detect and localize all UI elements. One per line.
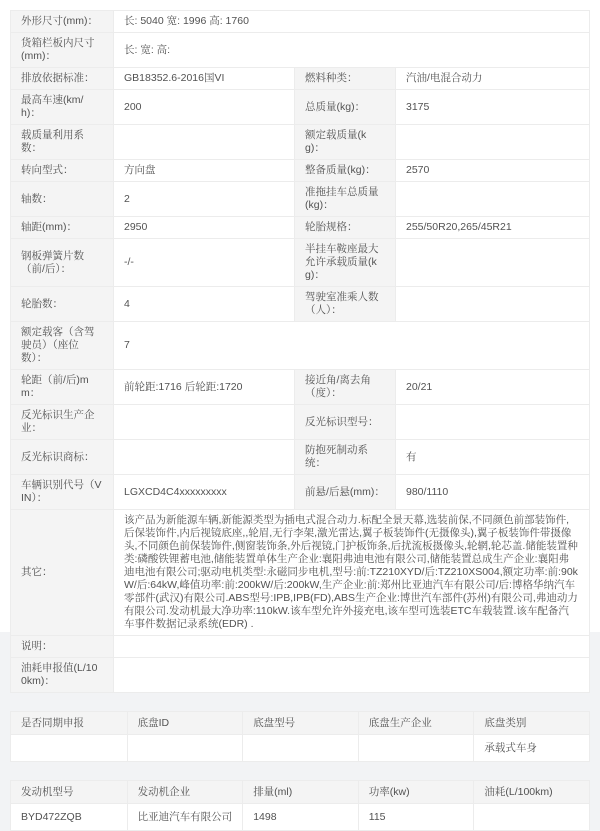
- spec-row: [11, 369, 589, 404]
- chassis-table: [10, 711, 590, 762]
- spec-value: 汽油/电混合动力: [395, 68, 589, 89]
- spec-label: 货箱栏板内尺寸(mm)：: [11, 33, 113, 67]
- table-cell: [242, 735, 358, 761]
- spec-row: [11, 657, 589, 692]
- spec-label: 驾驶室准乘人数（人）：: [294, 287, 395, 321]
- spec-row: [11, 635, 589, 657]
- spec-label: 燃料种类：: [294, 68, 395, 89]
- spec-label: 半挂车鞍座最大允许承载质量(kg)：: [294, 239, 395, 286]
- column-header: 发动机企业: [127, 781, 243, 803]
- column-header: 是否同期申报: [11, 712, 127, 734]
- spec-value: [395, 287, 589, 321]
- spec-row: [11, 32, 589, 67]
- spec-label: 轴距(mm)：: [11, 217, 113, 238]
- engine-table: [10, 780, 590, 831]
- spec-row: [11, 216, 589, 238]
- column-header: 发动机型号: [11, 781, 127, 803]
- spec-row: [11, 181, 589, 216]
- spec-label: 轮胎规格：: [294, 217, 395, 238]
- column-header: 底盘生产企业: [358, 712, 474, 734]
- spec-value: -/-: [113, 239, 294, 286]
- spec-label: 载质量利用系数：: [11, 125, 113, 159]
- spec-value: 200: [113, 90, 294, 124]
- spec-row: [11, 159, 589, 181]
- spec-label: 额定载质量(kg)：: [294, 125, 395, 159]
- table-cell: 承载式车身: [473, 735, 589, 761]
- vehicle-spec-table: [10, 10, 590, 693]
- spec-value: 长: 5040 宽: 1996 高: 1760: [113, 11, 589, 32]
- spec-label: 转向型式：: [11, 160, 113, 181]
- spec-value: 有: [395, 440, 589, 474]
- column-header: 功率(kw): [358, 781, 474, 803]
- spec-value: 4: [113, 287, 294, 321]
- table-cell: [473, 804, 589, 830]
- spec-label: 其它：: [11, 510, 113, 635]
- spec-label: 总质量(kg)：: [294, 90, 395, 124]
- spec-row: [11, 124, 589, 159]
- spec-label: 轮胎数：: [11, 287, 113, 321]
- spec-value: 前轮距:1716 后轮距:1720: [113, 370, 294, 404]
- spec-label: 钢板弹簧片数（前/后）：: [11, 239, 113, 286]
- table-cell: [11, 735, 127, 761]
- column-header: 底盘ID: [127, 712, 243, 734]
- spec-value: [113, 125, 294, 159]
- table-row: [11, 734, 589, 761]
- spec-label: 准拖挂车总质量(kg)：: [294, 182, 395, 216]
- spec-row: [11, 404, 589, 439]
- spec-label: 排放依据标准：: [11, 68, 113, 89]
- spec-label: 反光标识型号：: [294, 405, 395, 439]
- spec-label: 整备质量(kg)：: [294, 160, 395, 181]
- engine-table-header-row: [11, 781, 589, 803]
- column-header: 排量(ml): [242, 781, 358, 803]
- spec-value: 980/1110: [395, 475, 589, 509]
- table-cell: [127, 735, 243, 761]
- table-cell: 1498: [242, 804, 358, 830]
- spec-value: 3175: [395, 90, 589, 124]
- spec-label: 轮距（前/后)mm：: [11, 370, 113, 404]
- spec-row: [11, 286, 589, 321]
- spec-value: [113, 440, 294, 474]
- spec-value: 255/50R20,265/45R21: [395, 217, 589, 238]
- spec-value: [395, 182, 589, 216]
- spec-label: 车辆识别代号（VIN）：: [11, 475, 113, 509]
- spec-row: [11, 89, 589, 124]
- spec-value: [113, 658, 589, 692]
- spec-label: 说明：: [11, 636, 113, 657]
- spec-value: [395, 405, 589, 439]
- spec-value: 长: 宽: 高:: [113, 33, 589, 67]
- table-cell: 比亚迪汽车有限公司: [127, 804, 243, 830]
- spec-label: 反光标识生产企业：: [11, 405, 113, 439]
- spec-value: [113, 636, 589, 657]
- spec-row: [11, 509, 589, 635]
- spec-value: 2: [113, 182, 294, 216]
- spec-label: 油耗申报值(L/100km)：: [11, 658, 113, 692]
- chassis-table-header-row: [11, 712, 589, 734]
- spec-label: 前悬/后悬(mm)：: [294, 475, 395, 509]
- spec-value: [113, 405, 294, 439]
- spec-label: 最高车速(km/h)：: [11, 90, 113, 124]
- spec-row: [11, 474, 589, 509]
- spec-value: LGXCD4C4xxxxxxxxx: [113, 475, 294, 509]
- spec-value: [395, 125, 589, 159]
- spec-row: [11, 238, 589, 286]
- spec-value: 2570: [395, 160, 589, 181]
- spec-value: [395, 239, 589, 286]
- spec-value: 20/21: [395, 370, 589, 404]
- spec-row: [11, 321, 589, 369]
- table-cell: BYD472ZQB: [21, 810, 82, 823]
- table-row: [11, 803, 589, 830]
- spec-label: 接近角/离去角（度）：: [294, 370, 395, 404]
- column-header: 底盘型号: [242, 712, 358, 734]
- table-cell: [358, 735, 474, 761]
- spec-value: 该产品为新能源车辆,新能源类型为插电式混合动力.标配全景天幕,选装前保,不同颜色前部装饰件,后保装饰件,内后视镜底座,,轮眉,无行李架,激光雷达,翼子板装饰件(无摄像头),翼子板装饰件带摄像头,不同颜色前保装饰件,侧窗装饰条,外后视镜,门护板饰条,后扰流板摄像头,轮辋,轮芯盖.储能装置种类:磷酸铁锂蓄电池,储能装置单体生产企业:襄阳弗迪电池有限公司,储能装置总成生产企业:襄阳弗迪电池有限公司;驱动电机类型:永磁同步电机,型号:前:TZ210XYD/后:TZ210XS004,额定功率:前:90kW/后:64kW,峰值功率:前:200kW/后:200kW,生产企业:前:郑州比亚迪汽车有限公司/后:博格华纳汽车零部件(武汉)有限公司.ABS型号:IPB,IPB(FD),ABS生产企业:博世汽车部件(苏州)有限公司,弗迪动力有限公司.发动机最大净功率:110kW.该车型允许外接充电,该车型可选装ETC车载装置.该车配备汽车事件数据记录系统(EDR) .: [113, 510, 589, 635]
- column-header: 油耗(L/100km): [473, 781, 589, 803]
- spec-value: GB18352.6-2016国VI: [113, 68, 294, 89]
- spec-value: 2950: [113, 217, 294, 238]
- spec-label: 防抱死制动系统：: [294, 440, 395, 474]
- spec-label: 轴数：: [11, 182, 113, 216]
- spec-label: 反光标识商标：: [11, 440, 113, 474]
- spec-label: 额定载客（含驾驶员）（座位数）：: [11, 322, 113, 369]
- spec-row: [11, 67, 589, 89]
- spec-value: 方向盘: [113, 160, 294, 181]
- column-header: 底盘类别: [473, 712, 589, 734]
- spec-label: 外形尺寸(mm)：: [11, 11, 113, 32]
- spec-row: [11, 11, 589, 32]
- spec-row: [11, 439, 589, 474]
- table-cell: 115: [358, 804, 474, 830]
- spec-value: 7: [113, 322, 589, 369]
